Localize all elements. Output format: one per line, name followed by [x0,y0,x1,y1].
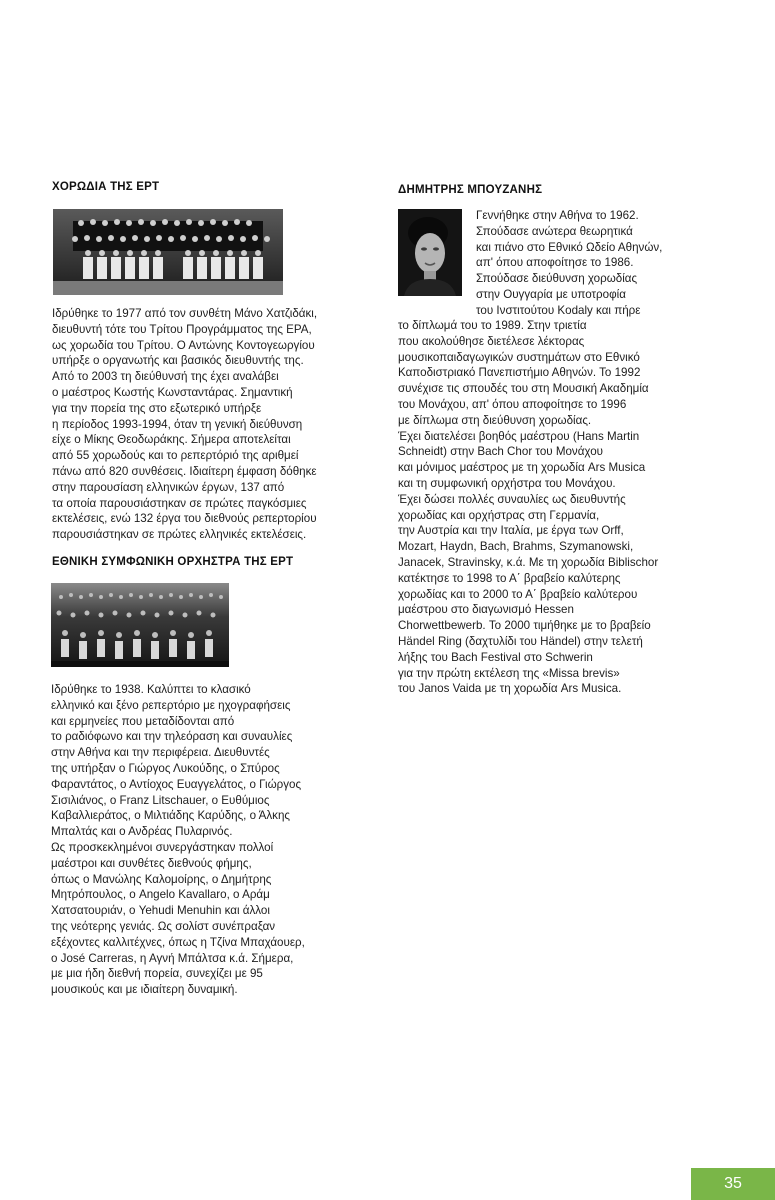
text-line: με μια ήδη διεθνή πορεία, συνεχίζει με 95 [51,967,263,981]
text-line: μαέστρου στο διαγωνισμό Hessen [398,603,574,617]
text-line: από 55 χορωδούς και το ρεπερτόριό της αριθμεί [52,449,299,463]
text-line: χορωδίας και ορχήστρας στη Γερμανία, [398,508,600,522]
text-line: του Ινστιτούτου Kodaly και πήρε [476,303,641,317]
text-line: Καποδιστριακό Πανεπιστήμιο Αθηνών. Το 1992 [398,366,641,380]
text-line: και πιάνο στο Εθνικό Ωδείο Αθηνών, [476,240,663,254]
text-line: λήξης του Bach Festival στο Schwerin [398,650,593,664]
text-line: Händel Ring (δαχτυλίδι του Händel) στην τελετή [398,634,643,648]
conductor-portrait-image [398,209,462,296]
text-line: Γεννήθηκε στην Αθήνα το 1962. [476,209,639,222]
text-line: ο μαέστρος Κωστής Κωνσταντάρας. Σημαντική [52,385,293,399]
text-line: Ιδρύθηκε το 1938. Καλύπτει το κλασικό [51,683,251,696]
text-line: για την πορεία της στο εξωτερικό υπήρξε [52,401,262,415]
text-line: Μητρόπουλος, ο Angelo Kavallaro, ο Αράμ [51,888,270,902]
choir-description [52,306,317,543]
text-line: στην Αθήνα και την περιφέρεια. Διευθυντές [51,746,270,760]
conductor-bio-intro [476,208,662,319]
choir-photo [53,209,283,295]
text-line: η περίοδος 1993-1994, όταν τη γενική διεύθυνση [52,417,303,431]
text-line: Χατσατουριάν, ο Yehudi Menuhin και άλλοι [51,904,270,918]
text-line: της νεότερης γενιάς. Ως σολίστ συνέπραξαν [51,919,276,933]
text-line: και ερμηνείες που μεταδίδονται από [51,714,235,728]
text-line: και μόνιμος μαέστρος με τη χορωδία Ars Musica [398,461,646,475]
text-line: Janacek, Stravinsky, κ.ά. Με τη χορωδία Biblischor [398,555,659,569]
text-line: Καβαλλιεράτος, ο Μιλτιάδης Καρύδης, ο Άλκης [51,809,291,823]
text-line: το δίπλωμά του το 1989. Στην τριετία [398,319,587,332]
text-line: για την πρώτη εκτέλεση της «Missa brevis» [398,666,620,680]
text-line: διευθυντή τότε του Τρίτου Προγράμματος της ΕΡΑ, [52,322,312,336]
text-line: μαέστροι και συνθέτες διεθνούς φήμης, [51,856,252,870]
text-line: της υπήρξαν ο Γιώργος Λυκούδης, ο Σπύρος [51,761,280,775]
orchestra-photo-image [51,583,229,667]
orchestra-photo [51,583,229,667]
text-line: Σισιλιάνος, ο Franz Litschauer, ο Ευθύμιος [51,793,270,807]
text-line: Mozart, Haydn, Bach, Brahms, Szymanowski, [398,540,634,554]
text-line: ελληνικό και ξένο ρεπερτόριο με ηχογραφήσεις [51,698,291,712]
text-line: Ιδρύθηκε το 1977 από τον συνθέτη Μάνο Χατζιδάκι, [52,307,318,320]
text-line: Schneidt) στην Bach Chor του Μονάχου [398,445,603,459]
conductor-portrait [398,209,462,296]
text-line: Σπούδασε ανώτερα θεωρητικά [476,224,633,238]
text-line: είχε ο Μίκης Θεοδωράκης. Σήμερα αποτελείται [52,433,291,447]
choir-heading: ΧΟΡΩΔΙΑ ΤΗΣ ΕΡΤ [52,181,160,193]
text-line: Από το 2003 τη διεύθυνσή της έχει αναλάβει [52,370,279,384]
text-line: πάνω από 820 συνθέσεις. Ιδιαίτερη έμφαση δόθηκε [52,464,317,478]
text-line: χορωδίας και το 2000 το Α΄ βραβείο καλύτερου [398,587,638,601]
text-line: στην Ουγγαρία με υποτροφία [476,287,626,301]
text-line: με δίπλωμα στη διεύθυνση χορωδίας. [398,413,592,427]
choir-photo-image [53,209,283,295]
text-line: Φαραντάτος, ο Αντίοχος Ευαγγελάτος, ο Γιώργος [51,777,302,791]
text-line: και τη συμφωνική ορχήστρα του Μονάχου. [398,476,616,490]
text-line: ο José Carreras, η Αγνή Μπάλτσα κ.ά. Σήμερα, [51,951,294,965]
page-number: 35 [691,1168,775,1200]
text-line: Μπαλτάς και ο Ανδρέας Πυλαρινός. [51,825,233,839]
text-line: Chorwettbewerb. Το 2000 τιμήθηκε με το βραβείο [398,619,651,633]
text-line: Ως προσκεκλημένοι συνεργάστηκαν πολλοί [51,840,274,854]
text-line: απ' όπου αποφοίτησε το 1986. [476,256,634,270]
text-line: ως χορωδία του Τρίτου. Ο Αντώνης Κοντογεωργίου [52,338,315,352]
text-line: εκτελέσεις, ενώ 132 έργα του διεθνούς ρεπερτορίου [52,512,317,526]
text-line: κατέκτησε το 1998 το Α΄ βραβείο καλύτερης [398,571,621,585]
text-line: την Αυστρία και την Ιταλία, με έργα των Orff, [398,524,624,538]
conductor-bio [398,318,658,697]
text-line: παρουσιάστηκαν σε πρώτες ελληνικές εκτελέσεις. [52,528,307,542]
text-line: όπως ο Μανώλης Καλομοίρης, ο Δημήτρης [51,872,272,886]
text-line: μουσικοπαιδαγωγικών συστημάτων στο Εθνικό [398,350,640,364]
text-line: μουσικούς και με ιδιαίτερη δυναμική. [51,983,238,997]
text-line: Έχει δώσει πολλές συναυλίες ως διευθυντής [398,492,626,506]
text-line: τα οποία παρουσιάστηκαν σε πρώτες παγκόσμιες [52,496,307,510]
text-line: το ραδιόφωνο και την τηλεόραση και συναυλίες [51,730,293,744]
text-line: Σπούδασε διεύθυνση χορωδίας [476,272,638,286]
text-line: υπήρξε ο οργανωτής και βασικός διευθυντής της. [52,354,304,368]
text-line: που ακολούθησε διετέλεσε λέκτορας [398,334,585,348]
orchestra-description [51,682,305,998]
text-line: εξέχοντες καλλιτέχνες, όπως η Τζίνα Μπαχάουερ, [51,935,305,949]
conductor-heading: ΔΗΜΗΤΡΗΣ ΜΠΟΥΖΑΝΗΣ [398,184,543,196]
text-line: του Μονάχου, απ' όπου αποφοίτησε το 1996 [398,397,627,411]
orchestra-heading: ΕΘΝΙΚΗ ΣΥΜΦΩΝΙΚΗ ΟΡΧΗΣΤΡΑ ΤΗΣ ΕΡΤ [52,556,294,568]
text-line: Έχει διατελέσει βοηθός μαέστρου (Hans Martin [398,429,640,443]
text-line: συνέχισε τις σπουδές του στη Μουσική Ακαδημία [398,382,649,396]
text-line: του Janos Vaida με τη χορωδία Ars Musica. [398,682,622,696]
text-line: στην παρουσίαση ελληνικών έργων, 137 από [52,480,285,494]
